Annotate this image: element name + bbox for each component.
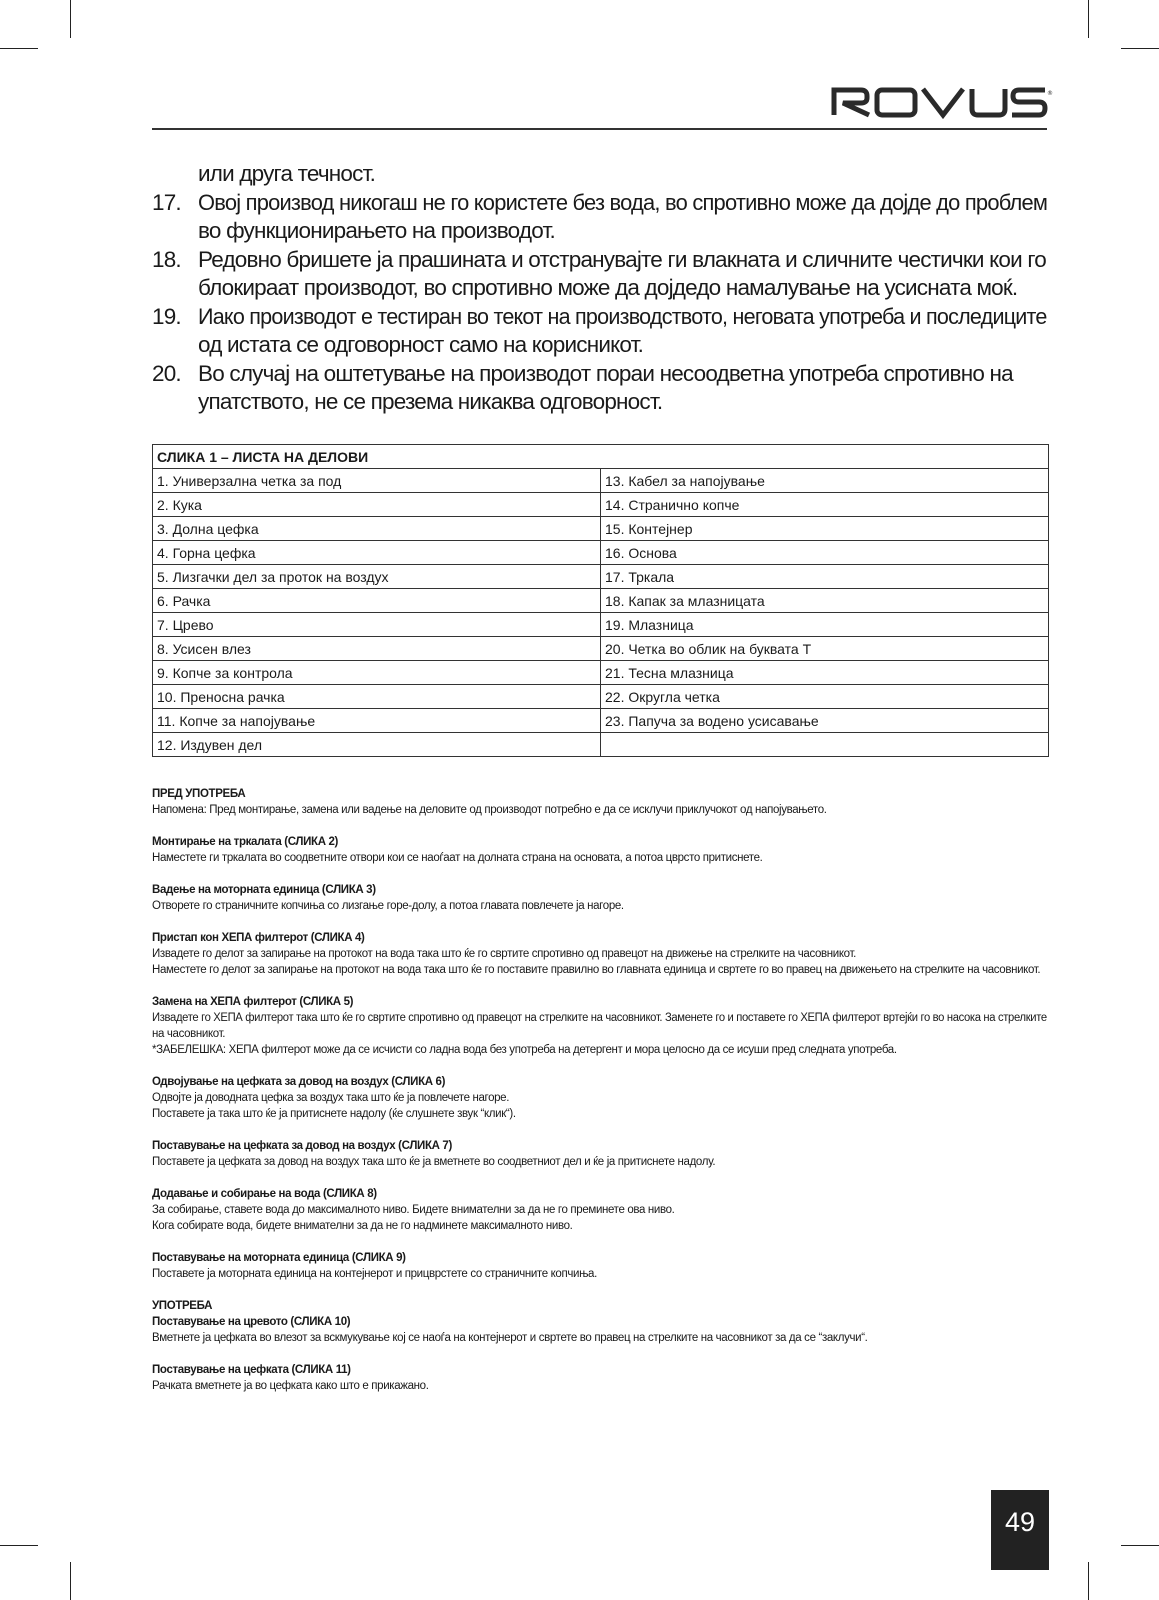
list-item-text: упатството, не се презема никаква одговорност. — [198, 389, 663, 414]
table-cell: 8. Усисен влез — [153, 637, 601, 661]
section-heading: Поставување на цефката (СЛИКА 11) — [152, 1364, 351, 1376]
section-text: *ЗАБЕЛЕШКА: ХЕПА филтерот може да се исчисти со ладна вода без употреба на детергент и мора целосно да се исуши пред следната употреба. — [152, 1044, 897, 1056]
list-item-text: Редовно бришете ја прашината и отстранувајте ги влакната и сличните честички кои го — [198, 246, 1046, 272]
list-item-text: или друга течност. — [198, 161, 376, 186]
page-number: 49 — [991, 1490, 1049, 1570]
list-item-number — [152, 388, 198, 417]
section — [152, 1186, 1047, 1234]
table-cell: 12. Издувен дел — [153, 733, 601, 757]
crop-mark — [0, 1545, 38, 1546]
numbered-list — [152, 160, 1047, 417]
table-cell: 3. Долна цефка — [153, 517, 601, 541]
section-text: Извадете го ХЕПА филтерот така што ќе го свртите спротивно од правецот на стрелките на часовникот. Заменете го и поставете го ХЕПА филтерот вртејќи го во насока на стрелките — [152, 1012, 1047, 1024]
list-item-line — [152, 360, 1047, 389]
table-cell: 4. Горна цефка — [153, 541, 601, 565]
section-heading: Одвојување на цефката за довод на воздух (СЛИКА 6) — [152, 1076, 446, 1088]
section-text: Поставете ја цефката за довод на воздух така што ќе ја вметнете во соодветниот дел и ќе ја притиснете надолу. — [152, 1156, 716, 1168]
list-item-number — [152, 160, 198, 189]
crop-mark — [1121, 1545, 1159, 1546]
table-cell: 1. Универзална четка за под — [153, 469, 601, 493]
crop-mark — [70, 1562, 71, 1600]
header-rule — [152, 128, 1047, 130]
table-cell: 2. Кука — [153, 493, 601, 517]
table-cell: 22. Округла четка — [601, 685, 1049, 709]
table-cell: 6. Рачка — [153, 589, 601, 613]
table-cell: 16. Основа — [601, 541, 1049, 565]
section-text: Поставете ја така што ќе ја притиснете надолу (ќе слушнете звук “клик“). — [152, 1108, 516, 1120]
table-cell: 18. Капак за млазницата — [601, 589, 1049, 613]
section-text: За собирање, ставете вода до максималното ниво. Бидете внимателни за да не го преминете ова ниво. — [152, 1204, 675, 1216]
section-text: Кога собирате вода, бидете внимателни за да не го надминете максималното ниво. — [152, 1220, 573, 1232]
table-row — [153, 517, 1049, 541]
section-text: Вметнете ја цефката во влезот за вскмукување кој се наоѓа на контејнерот и свртете во правец на стрелките на часовникот за да се “заклучи“. — [152, 1332, 868, 1344]
crop-mark — [1088, 0, 1089, 38]
table-cell: 15. Контејнер — [601, 517, 1049, 541]
list-item-number — [152, 217, 198, 246]
table-row — [153, 637, 1049, 661]
list-item-text: блокираат производот, во спротивно може да дојдедо намалување на усисната моќ. — [198, 275, 1018, 300]
table-row — [153, 685, 1049, 709]
list-item-number — [152, 331, 198, 360]
section-text: Наместете ги тркалата во соодветните отвори кои се наоѓаат на долната страна на основата, а потоа цврсто притиснете. — [152, 852, 763, 864]
section-heading: Поставување на цефката за довод на воздух (СЛИКА 7) — [152, 1140, 452, 1152]
list-item-text: во функционирањето на производот. — [198, 218, 555, 243]
table-row — [153, 469, 1049, 493]
table-cell: 17. Тркала — [601, 565, 1049, 589]
brand-logo — [831, 86, 1053, 118]
table-row — [153, 709, 1049, 733]
crop-mark — [1088, 1562, 1089, 1600]
section-text: на часовникот. — [152, 1028, 226, 1040]
list-item-text: Иако производот е тестиран во текот на производството, неговата употреба и последиците — [198, 303, 1047, 329]
section — [152, 1138, 1047, 1170]
section-text: Рачката вметнете ја во цефката како што е прикажано. — [152, 1380, 429, 1392]
section-heading: Поставување на моторната единица (СЛИКА 9) — [152, 1252, 406, 1264]
section-text: Напомена: Пред монтирање, замена или вадење на деловите од производот потребно е да се исклучи приклучокот од напојувањето. — [152, 804, 827, 816]
svg-text:®: ® — [1047, 90, 1053, 97]
section-heading: Монтирање на тркалата (СЛИКА 2) — [152, 836, 339, 848]
table-cell: 10. Преносна рачка — [153, 685, 601, 709]
list-item-number: 20. — [152, 360, 181, 386]
list-item-text: од истата се одговорност само на корисникот. — [198, 332, 644, 357]
section — [152, 930, 1047, 978]
table-cell: 5. Лизгачки дел за проток на воздух — [153, 565, 601, 589]
list-item-line — [152, 331, 1047, 360]
crop-mark — [1121, 48, 1159, 49]
rovus-logo-icon — [831, 86, 1053, 118]
section-heading: ПРЕД УПОТРЕБА — [152, 788, 246, 800]
list-item-line — [152, 388, 1047, 417]
parts-table — [152, 444, 1049, 757]
list-item-line — [152, 160, 1047, 189]
table-cell: 11. Копче за напојување — [153, 709, 601, 733]
instructions — [152, 786, 1047, 1410]
table-row — [153, 613, 1049, 637]
list-item-number: 17. — [152, 189, 181, 215]
section-heading: Вадење на моторната единица (СЛИКА 3) — [152, 884, 376, 896]
list-item-number: 18. — [152, 246, 181, 272]
crop-mark — [0, 48, 38, 49]
section — [152, 1074, 1047, 1122]
table-cell: 20. Четка во облик на буквата Т — [601, 637, 1049, 661]
section — [152, 1298, 1047, 1346]
list-item-line — [152, 189, 1047, 218]
table-cell — [601, 733, 1049, 757]
section — [152, 1362, 1047, 1394]
section — [152, 786, 1047, 818]
table-row — [153, 493, 1049, 517]
list-item-line — [152, 246, 1047, 275]
section-text: Отворете го страничните копчиња со лизгање горе-долу, а потоа главата повлечете ја нагоре. — [152, 900, 624, 912]
section-heading: Додавање и собирање на вода (СЛИКА 8) — [152, 1188, 377, 1200]
table-cell: 21. Тесна млазница — [601, 661, 1049, 685]
table-row — [153, 541, 1049, 565]
section-heading: Замена на ХЕПА филтерот (СЛИКА 5) — [152, 996, 354, 1008]
table-row — [153, 589, 1049, 613]
section-text: Одвојте ја доводната цефка за воздух така што ќе ја повлечете нагоре. — [152, 1092, 510, 1104]
list-item-line — [152, 274, 1047, 303]
section — [152, 994, 1047, 1058]
list-item-number: 19. — [152, 303, 181, 329]
table-cell: 13. Кабел за напојување — [601, 469, 1049, 493]
section — [152, 834, 1047, 866]
list-item-line — [152, 217, 1047, 246]
section-text: Наместете го делот за запирање на протокот на вода така што ќе го поставите правилно во главната единица и свртете го во правец на движењето на стрелките на часовникот. — [152, 964, 1041, 976]
section-heading: Пристап кон ХЕПА филтерот (СЛИКА 4) — [152, 932, 365, 944]
section — [152, 1250, 1047, 1282]
list-item-line — [152, 303, 1047, 332]
table-row — [153, 733, 1049, 757]
table-cell: 23. Папуча за водено усисавање — [601, 709, 1049, 733]
list-item-text: Во случај на оштетување на производот пораи несоодветна употреба спротивно на — [198, 360, 1013, 386]
section-heading: УПОТРЕБА — [152, 1300, 213, 1312]
table-cell: 9. Копче за контрола — [153, 661, 601, 685]
table-cell: 7. Црево — [153, 613, 601, 637]
list-item-text: Овој производ никогаш не го користете без вода, во спротивно може да дојде до проблем — [198, 189, 1048, 215]
list-item-number — [152, 274, 198, 303]
table-cell: 14. Странично копче — [601, 493, 1049, 517]
parts-table-title: СЛИКА 1 – ЛИСТА НА ДЕЛОВИ — [153, 445, 1049, 469]
section — [152, 882, 1047, 914]
section-subheading: Поставување на цревото (СЛИКА 10) — [152, 1316, 351, 1328]
section-text: Поставете ја моторната единица на контејнерот и прицврстете со страничните копчиња. — [152, 1268, 597, 1280]
table-row — [153, 661, 1049, 685]
table-cell: 19. Млазница — [601, 613, 1049, 637]
section-text: Извадете го делот за запирање на протокот на вода така што ќе го свртите спротивно од правецот на движење на стрелките на часовникот. — [152, 948, 856, 960]
crop-mark — [70, 0, 71, 38]
table-row — [153, 565, 1049, 589]
